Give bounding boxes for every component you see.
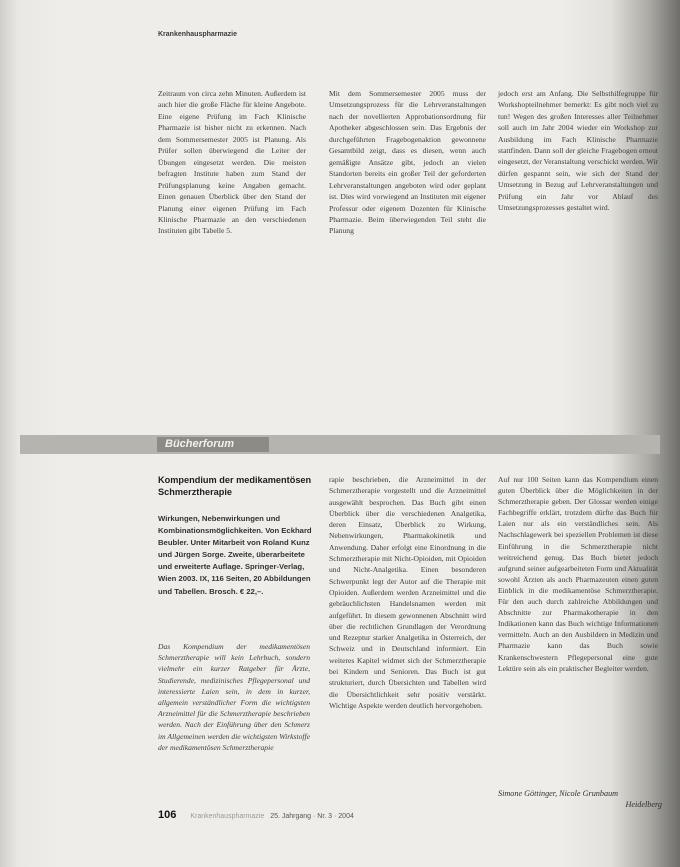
review-column-1 [158, 641, 310, 753]
review-text-1: Das Kompendium der medikamentösen Schmerztherapie will kein Lehrbuch, sondern vielmehr ein kurzer Ratgeber für Ärzte, Studierende, medizinisches Pflegepersonal und interessierte Laien sein, in dem in kurzer, allgemein verständlicher Form die wichtigsten Arzneimittel für die Schmerztherapie beschrieben werden. Nach der Einführung über den Schmerz im Allgemeinen werden die wichtigsten Wirkstoffe der medikamentösen Schmerztherapie [158, 642, 310, 752]
reviewer-names: Simone Göttinger, Nicole Grunbaum [498, 789, 619, 798]
page-number: 106 [158, 809, 177, 821]
reviewer-location: Heidelberg [625, 800, 662, 809]
review-text-3: Auf nur 100 Seiten kann das Kompendium einen guten Überblick über die Möglichkeiten in der Schmerztherapie geben. Der Glossar werden einige Fachbegriffe erklärt, trotzdem dürfte das Buch für Laien nur als ein verständliches sein. Als Nachschlagewerk bei speziellen Problemen ist diese Einführung in die Schmerztherapie nicht weitreichend genug. Das Buch bietet jedoch aufgrund seiner aufgearbeiteten Form und Aktualität sowohl Ärzten als auch Pharmazeuten einen guten Einblick in die medikamentöse Schmerztherapie. Für den auch durch zahlreiche Abbildungen und Abschnitte zur Pharmakotherapie in den Indikationen kann das Buch wichtige Informationen vermitteln. Auch an den Ausbildern in Medizin und Pharmazie kann das Buch sowie Krankenschwestern Pflegepersonal eine gute Lektüre sein als ein praktischer Begleiter werden. [498, 475, 658, 673]
journal-name: Krankenhauspharmazie [190, 813, 265, 820]
section-header [158, 31, 237, 38]
book-bibliographic-info: Wirkungen, Nebenwirkungen und Kombinationsmöglichkeiten. Von Eckhard Beubler. Unter Mitarbeit von Roland Kunz und Jürgen Sorge. Zweite, überarbeitete und erweiterte Auflage. Springer-Verlag, Wien 2003. IX, 116 Seiten, 20 Abbildungen und Tabellen. Brosch. € 22,–. [158, 514, 312, 596]
review-signature [498, 788, 662, 810]
issue-info: 25. Jahrgang · Nr. 3 · 2004 [270, 813, 354, 820]
book-title: Kompendium der medikamentösen Schmerztherapie [158, 475, 312, 497]
article-text-3: jedoch erst am Anfang. Die Selbsthilfegruppe für Workshopteilnehmer bemerkt: Es gibt noch viel zu tun! Wegen des großen Interesses aller Teilnehmer soll auch im Jahr 2004 wieder ein Workshop zur Ausbildung im Fach Klinische Pharmazie stattfinden. Dann soll der gleiche Fragebogen erneut eingesetzt, der Veranstaltung verschickt werden. Wir dürfen gespannt sein, wie sich der Stand der Umsetzung in Bezug auf Lehrveranstaltungen und Prüfung ein Jahr vor Ablauf des Umsetzungsprozesses gestaltet wird. [498, 89, 658, 213]
review-column-2 [329, 474, 486, 711]
books-section-band [20, 435, 660, 454]
section-title: Krankenhauspharmazie [158, 31, 237, 38]
review-text-2: rapie beschrieben, die Arzneimittel in der Schmerztherapie vorgestellt und die Arzneimittel ausgewählt besprochen. Das Buch gibt einen Überblick über die verschiedenen Analgetika, deren Einsatz, Überblick zu Wirkung, Nebenwirkungen, Pharmakokinetik und Anwendung. Daher erfolgt eine Einordnung in die Schmerztherapie mit Nicht-Opioiden, mit Opioiden und Nicht-Analgetika. Einen besonderen Schwerpunkt legt der Autor auf die Therapie mit Opioiden. Außerdem werden Arzneimittel und die gebräuchlichsten Handelsnamen werden mit aufgeführt. In diesem gewonnenen Abschnitt wird über die rechtlichen Grundlagen der Verordnung und Rezeptur starker Analgetika in Österreich, der Schweiz und in Deutschland informiert. Ein weiteres Kapitel widmet sich der Schmerztherapie bei Kindern und Senioren. Das Buch ist gut strukturiert, durch Übersichten und Tabellen wird die Übersichtlichkeit sehr positiv verstärkt. Wichtige Aspekte werden deutlich hervorgehoben. [329, 475, 486, 710]
article-text-1: Zeitraum von circa zehn Minuten. Außerdem ist auch hier die große Fläche für kleine Angebote. Eine eigene Prüfung im Fach Klinische Pharmazie ist bisher nicht zu erkennen. Nach dem Sommersemester 2005 ist Planung. Als Prüfer sollen überwiegend die Leiter der Übungen eingesetzt werden. Die meisten befragten Institute haben zum Stand der Prüfungsplanung keine Angaben gemacht. Einen genauen Überblick über den Stand der Planung einer eigenen Prüfung im Fach Klinische Pharmazie an den verschiedenen Instituten gibt Tabelle 5. [158, 89, 306, 236]
article-column-2 [329, 88, 486, 237]
article-text-2: Mit dem Sommersemester 2005 muss der Umsetzungsprozess für die Lehrveranstaltungen nach der novellierten Approbationsordnung für Apotheker abgeschlossen sein. Das Ergebnis der durchgeführten Fragebogenaktion gewonnene Gesamtbild zeigt, dass es diesen, wenn auch gemäßigte Ansätze gibt, jedoch an vielen Standorten bereits ein großer Teil der geforderten Lehrveranstaltungen angeboten wird oder geplant ist. Dies wird vorwiegend an Instituten mit eigener Professur oder eigenem Dozenten für Klinische Pharmazie. Beim überwiegenden Teil steht die Planung [329, 89, 486, 236]
article-column-3 [498, 88, 658, 213]
page-footer [158, 809, 354, 821]
review-column-3 [498, 474, 658, 674]
books-section-label: Bücherforum [157, 437, 269, 452]
article-column-1 [158, 88, 306, 237]
